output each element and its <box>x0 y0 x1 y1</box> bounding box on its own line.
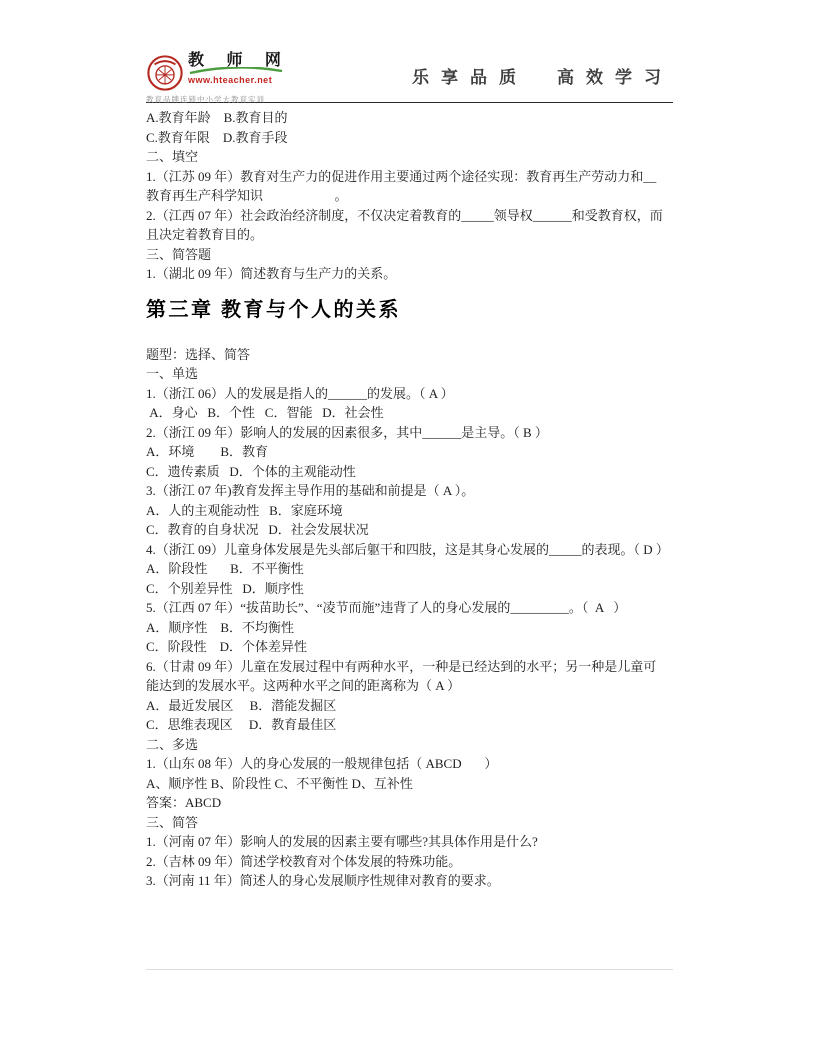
text-line: 1.（山东 08 年）人的身心发展的一般规律包括（ ABCD ） <box>146 756 498 771</box>
text-line: C.教育年限 D.教育手段 <box>146 129 288 145</box>
text-line: 1.（江苏 09 年）教育对生产力的促进作用主要通过两个途径实现：教育再生产劳动力和__ <box>146 168 657 184</box>
text-line: C．个别差异性 D．顺序性 <box>146 580 304 596</box>
text-line: 且决定着教育目的。 <box>146 227 264 242</box>
page-header <box>146 46 673 103</box>
text-line: C．思维表现区 D．教育最佳区 <box>146 717 337 732</box>
text-line: 2.（吉林 09 年）简述学校教育对个体发展的特殊功能。 <box>146 853 462 869</box>
text-line: 6.（甘肃 09 年）儿童在发展过程中有两种水平，一种是已经达到的水平；另一种是儿童可 <box>146 658 657 674</box>
text-line: A.教育年龄 B.教育目的 <box>146 110 288 125</box>
logo-text-block <box>188 52 290 85</box>
chapter-heading: 第三章 教育与个人的关系 <box>146 298 401 321</box>
document-page <box>146 0 673 1056</box>
text-line: 教育再生产科学知识 。 <box>146 188 348 203</box>
header-slogan: 乐享品质 高效学习 <box>412 67 673 87</box>
text-line: 5.（江西 07 年）“拔苗助长”、“凌节而施”违背了人的身心发展的_________。（ A ） <box>146 600 627 615</box>
logo-seal-icon <box>146 54 184 92</box>
text-line: A．环境 B．教育 <box>146 444 269 459</box>
text-line: 1.（河南 07 年）影响人的发展的因素主要有哪些?其具体作用是什么? <box>146 834 538 849</box>
text-line: 2.（江西 07 年）社会政治经济制度，不仅决定着教育的_____领导权______和受教育权，而 <box>146 207 663 223</box>
text-line: C．遗传素质 D．个体的主观能动性 <box>146 463 356 479</box>
text-line: A．顺序性 B．不均衡性 <box>146 619 295 635</box>
logo-tagline: 教育品牌连锁中小学大教育实训 <box>146 95 265 104</box>
site-logo <box>146 52 296 104</box>
text-line: A．阶段性 B．不平衡性 <box>146 561 304 576</box>
logo-name: 教 师 网 <box>188 52 290 69</box>
text-line: C．阶段性 D．个体差异性 <box>146 639 308 654</box>
text-line: 三、简答题 <box>146 246 212 262</box>
text-line: A、顺序性 B、阶段性 C、不平衡性 D、互补性 <box>146 775 413 791</box>
logo-url: www.hteacher.net <box>188 75 273 85</box>
text-line: A．人的主观能动性 B．家庭环境 <box>146 502 343 518</box>
text-line: 题型：选择、简答 <box>146 346 251 362</box>
text-line: 1.（湖北 09 年）简述教育与生产力的关系。 <box>146 266 397 281</box>
text-line: 3.（河南 11 年）简述人的身心发展顺序性规律对教育的要求。 <box>146 873 500 888</box>
text-line: A．身心 B．个性 C．智能 D．社会性 <box>146 405 384 420</box>
footer-divider <box>146 969 673 970</box>
text-line: 二、多选 <box>146 736 199 752</box>
text-line: 3.（浙江 07 年)教育发挥主导作用的基础和前提是（ A ）。 <box>146 483 475 498</box>
document-body <box>146 103 673 891</box>
text-line: 4.（浙江 09）儿童身体发展是先头部后躯干和四肢，这是其身心发展的_____的表现。（ D ） <box>146 541 669 557</box>
text-line: 1.（浙江 06）人的发展是指人的______的发展。（ A ） <box>146 385 454 401</box>
text-line: 答案：ABCD <box>146 795 222 810</box>
text-line: C．教育的自身状况 D．社会发展状况 <box>146 522 369 537</box>
text-line: 2.（浙江 09 年）影响人的发展的因素很多，其中______是主导。（ B ） <box>146 424 548 440</box>
text-line: 三、简答 <box>146 814 199 830</box>
text-line: 一、单选 <box>146 366 199 381</box>
text-line: 二、填空 <box>146 149 199 164</box>
text-line: A．最近发展区 B．潜能发掘区 <box>146 697 337 713</box>
logo-swoosh-icon <box>188 67 284 75</box>
text-line: 能达到的发展水平。这两种水平之间的距离称为（ A ） <box>146 678 461 693</box>
